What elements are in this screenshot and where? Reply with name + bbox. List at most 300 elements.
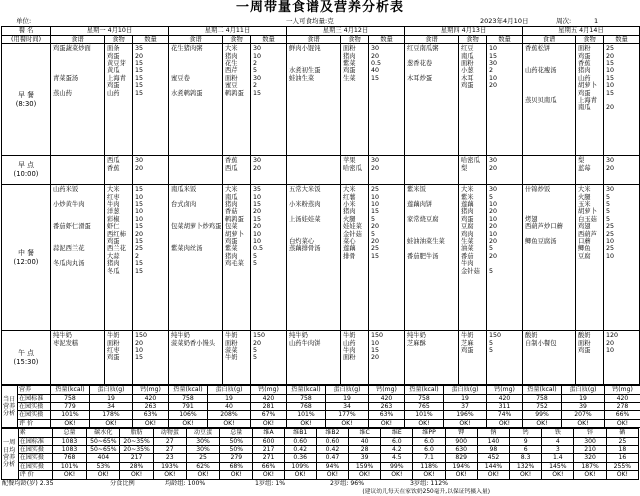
qty-value: 15 bbox=[135, 260, 167, 267]
dish-name: 家常烧豆腐 bbox=[407, 216, 457, 223]
food-name: 香蕉 bbox=[578, 60, 602, 67]
dish-name bbox=[525, 208, 574, 215]
week-num: 1 bbox=[594, 16, 598, 26]
dish-name: 山药米饭 bbox=[53, 186, 103, 193]
food-name: 鸡蛋 bbox=[107, 354, 131, 361]
weekly-cell: OK! bbox=[52, 471, 86, 479]
dish-name bbox=[53, 231, 103, 238]
food-list bbox=[223, 185, 251, 331]
dish-name: 莲藕肉饼 bbox=[407, 201, 457, 208]
food-name: 鸡蛋 bbox=[107, 82, 131, 89]
dish-name: 山药花瘦汤 bbox=[525, 67, 574, 74]
qty-value: 25 bbox=[606, 223, 638, 230]
qty-value: 5 bbox=[253, 260, 285, 267]
side-label-line: 日均 bbox=[3, 447, 18, 454]
food-name: 大米 bbox=[461, 186, 485, 193]
weekly-cell: OK! bbox=[120, 471, 153, 479]
qty-value: 30 bbox=[253, 45, 285, 52]
daily-cell: 758 bbox=[523, 394, 562, 402]
food-name: 猪肉 bbox=[578, 67, 602, 74]
qty-value: 20 bbox=[135, 231, 167, 238]
daily-cell: 40 bbox=[208, 403, 251, 411]
weekly-cell: 6.0 bbox=[413, 446, 445, 454]
weekly-cell: 132% bbox=[510, 462, 542, 470]
daily-cell: OK! bbox=[133, 419, 169, 427]
dish-name: 香蕉松饼 bbox=[525, 45, 574, 52]
meal-header: 餐 名 bbox=[2, 27, 51, 36]
dish-name: 紫米饭 bbox=[407, 186, 457, 193]
dish-list bbox=[287, 331, 341, 385]
dish-name: 纯牛奶 bbox=[289, 332, 339, 339]
daily-cell: OK! bbox=[487, 419, 523, 427]
qty-value: 15 bbox=[371, 347, 403, 354]
weekly-cell: 7.1 bbox=[413, 454, 445, 462]
qty-value: 2 bbox=[253, 60, 285, 67]
weekly-header-cell: 碳水化 bbox=[87, 429, 120, 437]
dish-name: 木耳炒蛋 bbox=[407, 75, 457, 82]
weekly-cell: 评 价 bbox=[18, 471, 52, 479]
daily-header-cell: 热量(kcal) bbox=[169, 386, 208, 394]
week-label: 周次: bbox=[556, 16, 571, 26]
daily-cell: 评 价 bbox=[18, 419, 51, 427]
weekly-row bbox=[2, 454, 639, 462]
weekly-cell: 600 bbox=[253, 437, 284, 445]
qty-value: 10 bbox=[135, 208, 167, 215]
daily-cell: 63% bbox=[369, 411, 405, 419]
footer-g2: 2岁组: 96% bbox=[330, 480, 364, 488]
weekly-cell: 53% bbox=[87, 462, 120, 470]
dish-name bbox=[53, 60, 103, 67]
weekly-row bbox=[2, 446, 639, 454]
qty-list bbox=[133, 44, 169, 156]
sub-header-qty: 数量 bbox=[251, 36, 287, 44]
food-name: 大米 bbox=[107, 186, 131, 193]
weekly-cell: 144% bbox=[477, 462, 509, 470]
qty-value: 15 bbox=[135, 60, 167, 67]
dish-name bbox=[171, 60, 221, 67]
qty-value: 120 bbox=[606, 332, 638, 339]
sub-header-food: 食物 bbox=[576, 36, 604, 44]
qty-value: 10 bbox=[253, 53, 285, 60]
weekly-cell: 101% bbox=[52, 462, 86, 470]
meal-row bbox=[2, 185, 640, 331]
qty-value: 20 bbox=[489, 223, 521, 230]
food-name: 牛奶 bbox=[107, 332, 131, 339]
daily-cell: 66% bbox=[605, 411, 640, 419]
weekly-cell: 768 bbox=[52, 454, 86, 462]
daily-cell: 67% bbox=[251, 411, 287, 419]
qty-value: 0.5 bbox=[253, 245, 285, 252]
dish-name bbox=[407, 157, 457, 164]
qty-value: 10 bbox=[135, 194, 167, 201]
dish-name: 蛙油生菜 bbox=[289, 75, 339, 82]
qty-value: 15 bbox=[371, 253, 403, 260]
nutrition-daily-table bbox=[1, 385, 640, 428]
daily-header-cell: 蛋白质(g) bbox=[90, 386, 133, 394]
dish-name: 红豆南瓜粥 bbox=[407, 45, 457, 52]
dish-name: 上汤娃娃菜 bbox=[289, 216, 339, 223]
daily-cell: OK! bbox=[444, 419, 487, 427]
weekly-cell: 452 bbox=[477, 454, 509, 462]
daily-header-cell: 钙(mg) bbox=[487, 386, 523, 394]
food-name: 猪肉 bbox=[343, 208, 367, 215]
food-name: 酸奶 bbox=[578, 332, 602, 339]
dish-list bbox=[169, 185, 223, 331]
day-header: 星期二 4月11日 bbox=[169, 27, 287, 36]
weekly-cell: 271 bbox=[253, 454, 284, 462]
weekly-cell: 0.36 bbox=[284, 454, 316, 462]
weekly-cell: 50% bbox=[220, 446, 253, 454]
dish-name: 鲜肉小馄饨 bbox=[289, 45, 339, 52]
dish-name: 青菜蛋汤 bbox=[53, 75, 103, 82]
qty-list bbox=[369, 156, 405, 185]
sub-header-dish: 食谱 bbox=[51, 36, 105, 44]
daily-cell: OK! bbox=[562, 419, 605, 427]
meal-name-cell bbox=[2, 185, 51, 331]
daily-cell: 420 bbox=[369, 394, 405, 402]
food-list bbox=[576, 44, 604, 156]
dish-name: 纯牛奶 bbox=[53, 332, 103, 339]
dish-name bbox=[53, 53, 103, 60]
food-name: 香蕉 bbox=[107, 165, 131, 172]
daily-cell: 19 bbox=[562, 394, 605, 402]
daily-row bbox=[2, 419, 640, 427]
daily-cell: 106% bbox=[169, 411, 208, 419]
qty-value: 15 bbox=[135, 75, 167, 82]
weekly-header-cell: 素 bbox=[18, 429, 52, 437]
food-name: 山药 bbox=[343, 340, 367, 347]
food-name: 面粉 bbox=[578, 45, 602, 52]
qty-value: 10 bbox=[606, 238, 638, 245]
qty-value: 10 bbox=[489, 75, 521, 82]
qty-value: 20 bbox=[135, 165, 167, 172]
dish-name: 蛙油油菜生菜 bbox=[407, 238, 457, 245]
qty-value: 20 bbox=[371, 223, 403, 230]
food-name: 上海青 bbox=[107, 75, 131, 82]
weekly-cell: 217 bbox=[120, 454, 153, 462]
weekly-cell: 50~65% bbox=[87, 437, 120, 445]
dish-name: 蒸藕排骨汤 bbox=[289, 245, 339, 252]
food-name: 冬瓜 bbox=[107, 268, 131, 275]
food-list bbox=[576, 185, 604, 331]
food-list bbox=[576, 331, 604, 385]
qty-value: 30 bbox=[489, 186, 521, 193]
daily-header-cell: 钙(mg) bbox=[605, 386, 640, 394]
qty-value: 20 bbox=[253, 340, 285, 347]
daily-cell: 99% bbox=[523, 411, 562, 419]
weekly-cell: 210 bbox=[574, 446, 606, 454]
qty-value: 15 bbox=[135, 90, 167, 97]
food-name: 鸡翅 bbox=[578, 223, 602, 230]
dish-name bbox=[407, 245, 457, 252]
weekly-cell: 8.3 bbox=[510, 454, 542, 462]
dish-list bbox=[169, 156, 223, 185]
qty-value bbox=[606, 97, 638, 104]
dish-list bbox=[287, 44, 341, 156]
weekly-cell: 18 bbox=[606, 446, 638, 454]
day-header: 星期五 4月14日 bbox=[523, 27, 640, 36]
weekly-header-cell: 动豆蛋 bbox=[186, 429, 219, 437]
qty-value: 15 bbox=[371, 208, 403, 215]
food-name: 豆腐 bbox=[461, 223, 485, 230]
weekly-cell: 630 bbox=[445, 446, 477, 454]
qty-value: 10 bbox=[371, 194, 403, 201]
weekly-cell: 6.0 bbox=[381, 437, 413, 445]
food-name: 西芹 bbox=[225, 67, 249, 74]
weekly-header-cell: 铁 bbox=[542, 429, 574, 437]
food-list bbox=[105, 44, 133, 156]
weekly-cell: 在园实摄 bbox=[18, 462, 52, 470]
qty-value: 20 bbox=[371, 354, 403, 361]
daily-cell: 177% bbox=[326, 411, 369, 419]
qty-value: 30 bbox=[253, 75, 285, 82]
weekly-cell: 25 bbox=[186, 454, 219, 462]
daily-cell: 34 bbox=[90, 403, 133, 411]
food-name: 生菜 bbox=[461, 238, 485, 245]
food-name: 牛肉 bbox=[461, 260, 485, 267]
weekly-cell: 4.5 bbox=[381, 454, 413, 462]
dish-name: 紫菜肉丝汤 bbox=[171, 245, 221, 252]
dish-name bbox=[525, 201, 574, 208]
footer-row bbox=[0, 480, 640, 488]
qty-list bbox=[251, 156, 287, 185]
qty-value: 15 bbox=[135, 82, 167, 89]
food-name: 大米 bbox=[225, 45, 249, 52]
food-name: 鸡蛋 bbox=[107, 53, 131, 60]
weekly-cell: 900 bbox=[445, 437, 477, 445]
qty-list bbox=[369, 185, 405, 331]
weekly-cell: OK! bbox=[413, 471, 445, 479]
qty-value: 5 bbox=[253, 347, 285, 354]
qty-value: 5 bbox=[489, 340, 521, 347]
food-name: 鸡蛋 bbox=[578, 347, 602, 354]
daily-cell: 在园实摄 bbox=[18, 411, 51, 419]
daily-cell: 39 bbox=[562, 403, 605, 411]
food-name: 花生 bbox=[225, 60, 249, 67]
dish-name: 包菜胡萝卜炒鸡蛋 bbox=[171, 223, 221, 230]
food-name: 娃娃菜 bbox=[343, 223, 367, 230]
qty-value: 25 bbox=[606, 245, 638, 252]
qty-value: 5 bbox=[253, 354, 285, 361]
weekly-cell: 0.60 bbox=[284, 437, 316, 445]
food-name: 火腿 bbox=[343, 216, 367, 223]
qty-value: 20 bbox=[371, 165, 403, 172]
footer-ratio: 分食比例 bbox=[110, 480, 135, 488]
food-name: 大米 bbox=[225, 186, 249, 193]
food-name: 木耳 bbox=[461, 75, 485, 82]
qty-value: 15 bbox=[135, 223, 167, 230]
qty-value: 5 bbox=[371, 216, 403, 223]
meal-name: 午 点 bbox=[3, 349, 49, 358]
weekly-cell: 16 bbox=[606, 454, 638, 462]
weekly-cell: OK! bbox=[574, 471, 606, 479]
food-list bbox=[341, 185, 369, 331]
food-name: 菠菜 bbox=[225, 347, 249, 354]
weekly-cell: OK! bbox=[381, 471, 413, 479]
daily-header-cell: 蛋白质(g) bbox=[444, 386, 487, 394]
qty-value: 15 bbox=[135, 67, 167, 74]
food-name: 哈密瓜 bbox=[461, 157, 485, 164]
qty-value: 30 bbox=[489, 60, 521, 67]
dish-name bbox=[53, 82, 103, 89]
daily-header-cell: 热量(kcal) bbox=[51, 386, 90, 394]
dish-name: 葱香花卷 bbox=[407, 60, 457, 67]
qty-value: 20 bbox=[606, 340, 638, 347]
food-name: 莲藕 bbox=[343, 245, 367, 252]
dish-list bbox=[523, 44, 576, 156]
qty-value: 20 bbox=[371, 53, 403, 60]
dish-name bbox=[171, 231, 221, 238]
daily-cell: OK! bbox=[251, 419, 287, 427]
daily-cell: OK! bbox=[605, 419, 640, 427]
food-name: 鸡肉 bbox=[461, 231, 485, 238]
food-name: 排骨 bbox=[343, 253, 367, 260]
footer-g1: 1岁组: 1% bbox=[255, 480, 285, 488]
qty-value: 20 bbox=[606, 165, 638, 172]
daily-cell: 在园标准 bbox=[18, 394, 51, 402]
dish-name bbox=[53, 157, 103, 164]
sub-header-dish: 食谱 bbox=[287, 36, 341, 44]
food-name: 玉米 bbox=[578, 201, 602, 208]
food-name: 面粉 bbox=[225, 75, 249, 82]
food-name: 大蒜 bbox=[107, 253, 131, 260]
dish-name bbox=[525, 82, 574, 89]
qty-value: 2 bbox=[253, 82, 285, 89]
dish-name bbox=[289, 53, 339, 60]
weekly-cell: OK! bbox=[220, 471, 253, 479]
food-list bbox=[223, 44, 251, 156]
weekly-cell: 27 bbox=[153, 446, 186, 454]
daily-cell: OK! bbox=[90, 419, 133, 427]
weekly-cell: 4 bbox=[542, 437, 574, 445]
weekly-header-cell: 钠 bbox=[477, 429, 509, 437]
food-name: 鸡蛋 bbox=[578, 53, 602, 60]
food-name: 虾仁 bbox=[107, 223, 131, 230]
dish-name: 鲫鱼豆腐汤 bbox=[525, 238, 574, 245]
qty-list bbox=[251, 44, 287, 156]
daily-cell: 263 bbox=[133, 403, 169, 411]
food-name: 芝麻 bbox=[461, 340, 485, 347]
food-list bbox=[459, 331, 487, 385]
daily-cell: 758 bbox=[287, 394, 326, 402]
meal-time-header: (用餐时间) bbox=[2, 36, 51, 44]
qty-value: 5 bbox=[489, 268, 521, 275]
qty-value: 10 bbox=[371, 340, 403, 347]
menu-table bbox=[1, 26, 640, 385]
food-name: 莲藕 bbox=[461, 201, 485, 208]
daily-cell: 37 bbox=[444, 403, 487, 411]
food-name: 蜜豆 bbox=[225, 82, 249, 89]
weekly-header-cell: 总量 bbox=[220, 429, 253, 437]
weekly-header-cell: 维PP bbox=[413, 429, 445, 437]
qty-value: 5 bbox=[489, 245, 521, 252]
meal-time: (10:00) bbox=[3, 170, 49, 179]
food-name: 猪肉 bbox=[343, 53, 367, 60]
food-name: 山药 bbox=[578, 75, 602, 82]
qty-value: 15 bbox=[135, 186, 167, 193]
sub-header-food: 食物 bbox=[459, 36, 487, 44]
food-name: 菜心 bbox=[343, 238, 367, 245]
qty-list bbox=[487, 156, 523, 185]
weekly-cell: 98 bbox=[477, 446, 509, 454]
weekly-cell: 109% bbox=[284, 462, 316, 470]
qty-value: 35 bbox=[253, 186, 285, 193]
meal-name-cell bbox=[2, 44, 51, 156]
qty-value: 20 bbox=[135, 340, 167, 347]
weekly-cell: 829 bbox=[445, 454, 477, 462]
food-name: 牛肉 bbox=[343, 347, 367, 354]
food-name: 紫菜 bbox=[343, 60, 367, 67]
dish-name: 西葫芦炒口蘑 bbox=[525, 223, 574, 230]
qty-value: 150 bbox=[253, 332, 285, 339]
dish-name: 水煮初生蛋 bbox=[289, 67, 339, 74]
dish-list bbox=[51, 185, 105, 331]
food-name: 猪肉 bbox=[225, 253, 249, 260]
weekly-header-cell: 硒 bbox=[606, 429, 638, 437]
daily-cell: 在园实摄 bbox=[18, 403, 51, 411]
dish-name: 什锦炒饭 bbox=[525, 186, 574, 193]
qty-list bbox=[487, 44, 523, 156]
food-list bbox=[459, 185, 487, 331]
weekly-cell: 300 bbox=[574, 437, 606, 445]
meal-time: (8:30) bbox=[3, 100, 49, 109]
daily-header-cell: 钙(mg) bbox=[251, 386, 287, 394]
sub-header-food: 食物 bbox=[341, 36, 369, 44]
dish-list bbox=[405, 331, 459, 385]
weekly-cell: 在园实摄 bbox=[18, 454, 52, 462]
daily-cell: 752 bbox=[523, 403, 562, 411]
weekly-cell: 217 bbox=[253, 446, 284, 454]
daily-header-cell: 蛋白质(g) bbox=[326, 386, 369, 394]
weekly-row bbox=[2, 471, 639, 479]
qty-value: 15 bbox=[135, 238, 167, 245]
side-label-line: 一周 bbox=[3, 439, 18, 446]
dish-name bbox=[407, 208, 457, 215]
dish-name: 枣泥发糕 bbox=[53, 340, 103, 347]
daily-cell: 263 bbox=[369, 403, 405, 411]
daily-cell: OK! bbox=[523, 419, 562, 427]
weekly-cell: 145% bbox=[542, 462, 574, 470]
qty-value: 5 bbox=[489, 194, 521, 201]
weekly-cell: 279 bbox=[220, 454, 253, 462]
food-name: 梨 bbox=[461, 165, 485, 172]
food-name: 油菜 bbox=[461, 245, 485, 252]
food-name: 红枣 bbox=[107, 347, 131, 354]
qty-list bbox=[251, 331, 287, 385]
dish-name: 蒜泥西兰花 bbox=[53, 245, 103, 252]
qty-value: 10 bbox=[253, 194, 285, 201]
weekly-cell: 194% bbox=[445, 462, 477, 470]
sub-header-qty: 数量 bbox=[133, 36, 169, 44]
food-name: 口蘑 bbox=[578, 238, 602, 245]
food-name: 紫菜 bbox=[225, 245, 249, 252]
weekly-cell: 27 bbox=[153, 437, 186, 445]
weekly-cell: 23 bbox=[153, 454, 186, 462]
qty-value: 5 bbox=[253, 67, 285, 74]
weekly-cell: 50% bbox=[220, 437, 253, 445]
weekly-cell: OK! bbox=[87, 471, 120, 479]
food-name: 鸡毛菜 bbox=[225, 260, 249, 267]
dish-name bbox=[525, 75, 574, 82]
qty-value: 10 bbox=[606, 82, 638, 89]
dish-name: 蒸山药 bbox=[53, 90, 103, 97]
dish-list bbox=[523, 331, 576, 385]
dish-name bbox=[171, 157, 221, 164]
weekly-cell: OK! bbox=[477, 471, 509, 479]
dish-name: 番茄虾仁滑蛋 bbox=[53, 223, 103, 230]
food-name: 鸡蛋 bbox=[461, 216, 485, 223]
food-name: 胡萝卜 bbox=[225, 231, 249, 238]
